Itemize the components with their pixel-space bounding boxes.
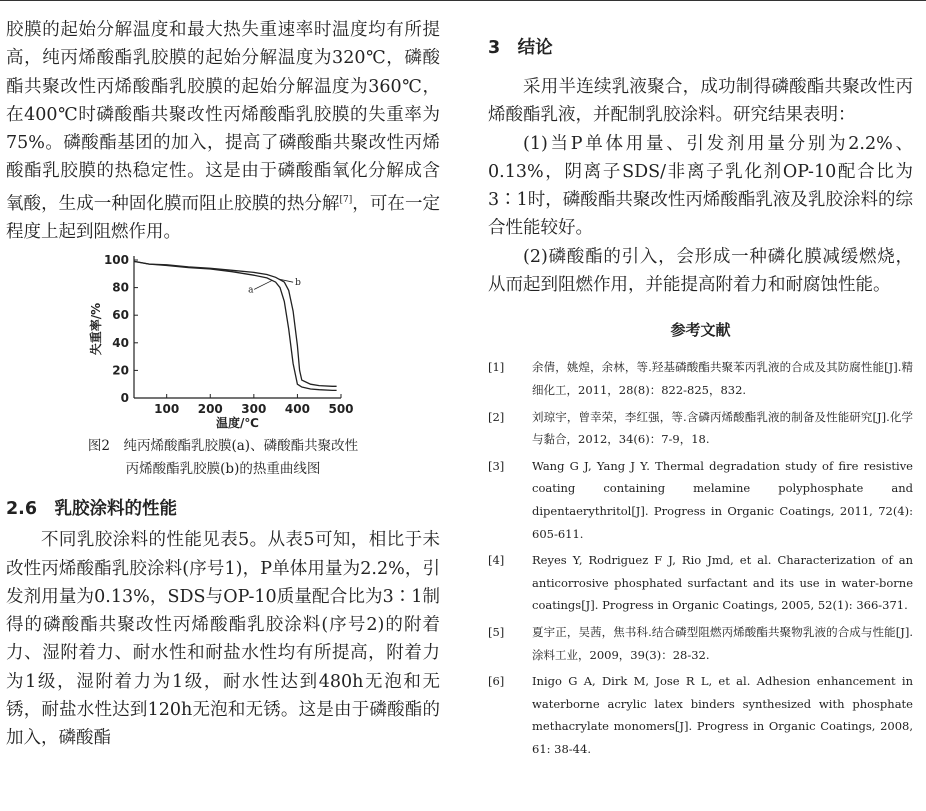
reference-number: [6] xyxy=(488,674,505,689)
reference-list xyxy=(488,356,913,760)
figure-caption xyxy=(6,435,440,481)
y-tick-label: 80 xyxy=(112,280,129,295)
reference-text: 余倩，姚煌，余林，等.羟基磷酸酯共聚苯丙乳液的合成及其防腐性能[J].精细化工，2011，28(8)：822-825，832. xyxy=(532,360,913,397)
x-tick-label: 400 xyxy=(284,402,310,417)
y-tick-label: 100 xyxy=(103,253,129,268)
reference-item xyxy=(488,406,913,451)
series-b-line xyxy=(134,262,337,387)
page-top-rule xyxy=(0,0,926,1)
reference-item xyxy=(488,621,913,666)
body-paragraph xyxy=(6,16,440,246)
y-axis-label: 失重率/% xyxy=(89,302,103,356)
body-paragraph: (1)当P单体用量、引发剂用量分别为2.2%、0.13%，阴离子SDS/非离子乳化剂OP-10配合比为3∶1时，磷酸酯共聚改性丙烯酸酯乳液及乳胶涂料的综合性能较好。 xyxy=(488,133,913,239)
x-tick-label: 300 xyxy=(241,402,267,417)
reference-text: 刘琼宇，曾幸荣，李红强，等.含磷丙烯酸酯乳液的制备及性能研究[J].化学与黏合，2012，34(6)：7-9，18. xyxy=(532,409,913,447)
references-title: 参考文献 xyxy=(670,321,731,340)
reference-number: [2] xyxy=(488,409,505,424)
y-tick-label: 40 xyxy=(112,336,129,351)
body-paragraph: (2)磷酸酯的引入，会形成一种磷化膜减缓燃烧，从而起到阻燃作用，并能提高附着力和耐腐蚀性能。 xyxy=(488,246,913,296)
x-tick-label: 200 xyxy=(197,402,223,417)
reference-text: 夏宇正，吴茜，焦书科.结合磷型阻燃丙烯酸酯共聚物乳液的合成与性能[J].涂料工业，2009，39(3)：28-32. xyxy=(532,624,913,662)
reference-number: [3] xyxy=(488,458,505,473)
body-paragraph: 不同乳胶涂料的性能见表5。从表5可知，相比于未改性丙烯酸酯乳胶涂料(序号1)，P单体用量为2.2%，引发剂用量为0.13%，SDS与OP-10质量配合比为3∶1制得的磷酸酯共聚改性丙烯酸酯乳胶涂料(序号2)的附着力、湿附着力、耐水性和耐盐水性均有所提高，附着力为1级，湿附着力为1级，耐水性达到480h无泡和无锈，耐盐水性达到120h无泡和无锈。这是由于磷酸酯的加入，磷酸酯 xyxy=(6,530,440,749)
reference-number: [5] xyxy=(488,624,505,639)
tg-chart xyxy=(6,246,440,431)
reference-item xyxy=(488,455,913,545)
reference-number: [4] xyxy=(488,553,505,568)
paragraph-text: ，可在一定程度上起到阻燃作用。 xyxy=(6,193,441,242)
y-tick-label: 60 xyxy=(112,308,129,323)
series-label: a xyxy=(248,285,254,296)
reference-item xyxy=(488,549,913,617)
figure-caption-line: 丙烯酸酯乳胶膜(b)的热重曲线图 xyxy=(125,461,321,478)
reference-text: Inigo G A, Dirk M, Jose R L, et al. Adhesion enhancement in waterborne acrylic latex binders synthesized with phosphate methacrylate monomers[J]. Progress in Organic Coatings, 2008, 61: 38-44. xyxy=(532,674,913,756)
reference-text: Wang G J, Yang J Y. Thermal degradation study of fire resistive coating containing melamine polyphosphate and dipentaerythritol[J]. Progress in Organic Coatings, 2011, 72(4): 605-611. xyxy=(532,458,913,541)
series-label: b xyxy=(295,278,301,289)
x-axis-label: 温度/℃ xyxy=(216,416,259,431)
y-tick-label: 0 xyxy=(120,391,129,406)
right-column xyxy=(488,34,913,764)
section-heading: 3 结论 xyxy=(488,38,553,58)
section-heading: 2.6 乳胶涂料的性能 xyxy=(6,499,178,520)
x-tick-label: 100 xyxy=(154,402,180,417)
figure xyxy=(6,246,440,431)
body-paragraph: 采用半连续乳液聚合，成功制得磷酸酯共聚改性丙烯酸酯乳液，并配制乳胶涂料。研究结果表明： xyxy=(488,77,913,126)
reference-item xyxy=(488,670,913,760)
y-tick-label: 20 xyxy=(112,363,129,378)
citation: [7] xyxy=(339,194,353,205)
paragraph-text: 胶膜的起始分解温度和最大热失重速率时温度均有所提高，纯丙烯酸酯乳胶膜的起始分解温度为320℃，磷酸酯共聚改性丙烯酸酯乳胶膜的起始分解温度为360℃，在400℃时磷酸酯共聚改性丙烯酸酯乳胶膜的失重率为75%。磷酸酯基团的加入，提高了磷酸酯共聚改性丙烯酸酯乳胶膜的热稳定性。这是由于磷酸酯氧化分解成含氧酸，生成一种固化膜而阻止胶膜的热分解 xyxy=(6,20,440,214)
reference-number: [1] xyxy=(488,360,505,375)
series-leader xyxy=(254,281,272,290)
reference-item xyxy=(488,356,913,401)
left-column xyxy=(6,16,440,753)
series-a-line xyxy=(134,262,337,391)
x-tick-label: 500 xyxy=(328,402,354,417)
reference-text: Reyes Y, Rodriguez F J, Rio Jmd, et al. Characterization of an anticorrosive phosphated surfactant and its use in water-borne coatings[J]. Progress in Organic Coatings, 2005, 52(1): 366-371. xyxy=(532,553,913,613)
figure-caption-line: 图2 纯丙烯酸酯乳胶膜(a)、磷酸酯共聚改性 xyxy=(87,438,359,455)
